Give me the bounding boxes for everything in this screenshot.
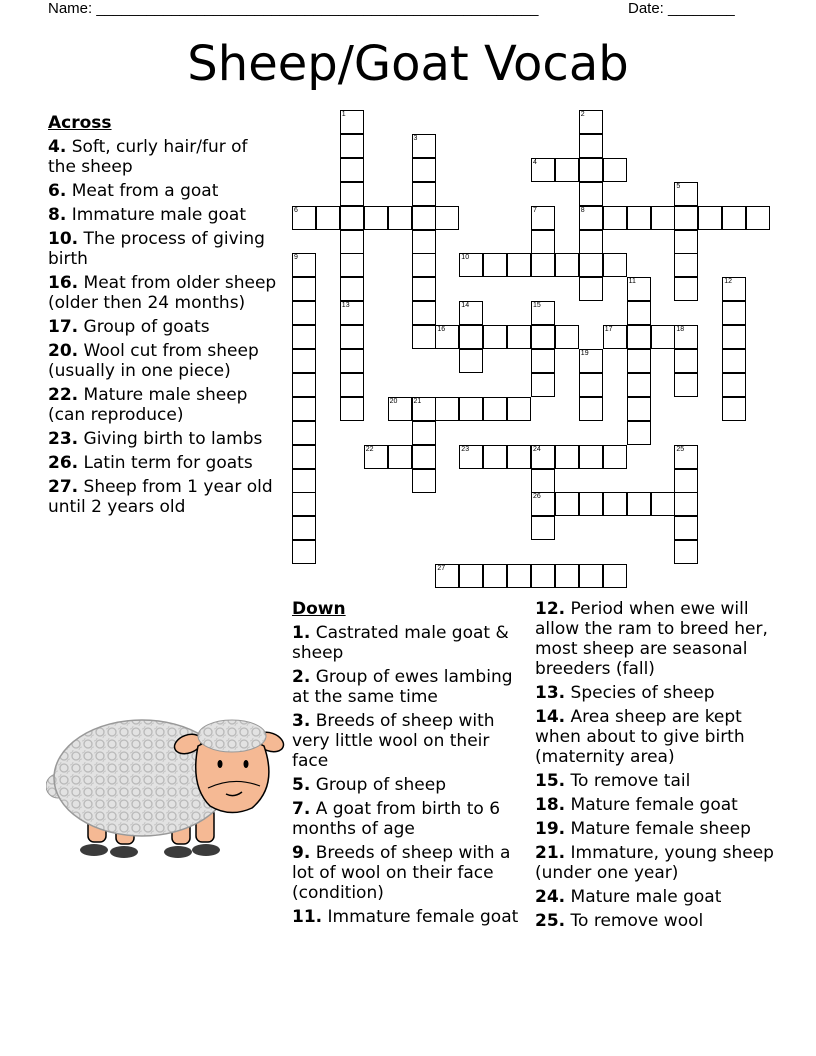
grid-cell[interactable] bbox=[531, 564, 555, 588]
clue-text: To remove tail bbox=[570, 771, 691, 791]
grid-cell[interactable] bbox=[579, 230, 603, 254]
date-line[interactable]: ________ bbox=[668, 0, 735, 17]
grid-cell[interactable] bbox=[292, 397, 316, 421]
grid-cell[interactable] bbox=[340, 277, 364, 301]
clue-number: 20. bbox=[48, 341, 79, 361]
clue-number: 17. bbox=[48, 317, 79, 337]
clue-item bbox=[535, 795, 775, 815]
clue-text: Soft, curly hair/fur of the sheep bbox=[48, 137, 248, 177]
grid-cell[interactable] bbox=[603, 158, 627, 182]
grid-cell[interactable] bbox=[651, 325, 675, 349]
grid-cell[interactable] bbox=[292, 421, 316, 445]
grid-cell[interactable] bbox=[292, 325, 316, 349]
clue-item bbox=[292, 843, 528, 903]
grid-cell[interactable] bbox=[340, 134, 364, 158]
grid-cell[interactable] bbox=[627, 301, 651, 325]
cell-number: 16 bbox=[437, 326, 446, 334]
cell-number: 11 bbox=[628, 278, 636, 286]
grid-cell[interactable] bbox=[674, 325, 698, 349]
grid-cell[interactable] bbox=[531, 445, 555, 469]
grid-cell[interactable] bbox=[531, 230, 555, 254]
grid-cell[interactable] bbox=[483, 253, 507, 277]
grid-cell[interactable] bbox=[340, 158, 364, 182]
grid-cell[interactable] bbox=[292, 445, 316, 469]
grid-cell[interactable] bbox=[722, 349, 746, 373]
grid-cell[interactable] bbox=[627, 373, 651, 397]
sheep-illustration bbox=[46, 690, 286, 860]
grid-cell[interactable] bbox=[364, 445, 388, 469]
grid-cell[interactable] bbox=[579, 158, 603, 182]
grid-cell[interactable] bbox=[531, 349, 555, 373]
grid-cell[interactable] bbox=[555, 445, 579, 469]
grid-cell[interactable] bbox=[674, 206, 698, 230]
clue-number: 23. bbox=[48, 429, 79, 449]
grid-cell[interactable] bbox=[627, 397, 651, 421]
cell-number: 23 bbox=[461, 445, 470, 453]
grid-cell[interactable] bbox=[674, 445, 698, 469]
grid-cell[interactable] bbox=[722, 325, 746, 349]
grid-cell[interactable] bbox=[412, 445, 436, 469]
grid-cell[interactable] bbox=[412, 158, 436, 182]
grid-cell[interactable] bbox=[483, 445, 507, 469]
clue-number: 16. bbox=[48, 273, 79, 293]
clue-number: 4. bbox=[48, 137, 67, 157]
grid-cell[interactable] bbox=[412, 397, 436, 421]
grid-cell[interactable] bbox=[412, 301, 436, 325]
cell-number: 5 bbox=[676, 182, 681, 190]
clue-number: 21. bbox=[535, 843, 566, 863]
grid-cell[interactable] bbox=[459, 253, 483, 277]
grid-cell[interactable] bbox=[746, 206, 770, 230]
clue-number: 24. bbox=[535, 887, 566, 907]
clue-item bbox=[535, 887, 775, 907]
grid-cell[interactable] bbox=[531, 253, 555, 277]
grid-cell[interactable] bbox=[579, 397, 603, 421]
grid-cell[interactable] bbox=[316, 206, 340, 230]
grid-cell[interactable] bbox=[435, 397, 459, 421]
cell-number: 15 bbox=[533, 302, 541, 310]
grid-cell[interactable] bbox=[531, 158, 555, 182]
grid-cell[interactable] bbox=[459, 445, 483, 469]
grid-cell[interactable] bbox=[292, 277, 316, 301]
clue-item bbox=[48, 205, 280, 225]
down-clues-col2 bbox=[535, 599, 775, 935]
grid-cell[interactable] bbox=[412, 325, 436, 349]
cell-number: 22 bbox=[365, 445, 374, 453]
grid-cell[interactable] bbox=[579, 110, 603, 134]
cell-number: 2 bbox=[580, 111, 585, 118]
cell-number: 18 bbox=[676, 326, 685, 334]
grid-cell[interactable] bbox=[531, 492, 555, 516]
grid-cell[interactable] bbox=[531, 373, 555, 397]
clue-item bbox=[292, 799, 528, 839]
grid-cell[interactable] bbox=[674, 277, 698, 301]
down-heading: Down bbox=[292, 599, 346, 619]
grid-cell[interactable] bbox=[507, 564, 531, 588]
grid-cell[interactable] bbox=[627, 277, 651, 301]
grid-cell[interactable] bbox=[459, 564, 483, 588]
clue-text: A goat from birth to 6 months of age bbox=[292, 799, 501, 839]
clue-item bbox=[292, 907, 528, 927]
grid-cell[interactable] bbox=[674, 469, 698, 493]
grid-cell[interactable] bbox=[412, 206, 436, 230]
grid-cell[interactable] bbox=[412, 469, 436, 493]
grid-cell[interactable] bbox=[340, 206, 364, 230]
clue-item bbox=[48, 341, 280, 381]
grid-cell[interactable] bbox=[292, 540, 316, 564]
clue-number: 22. bbox=[48, 385, 79, 405]
grid-cell[interactable] bbox=[388, 445, 412, 469]
grid-cell[interactable] bbox=[674, 373, 698, 397]
clue-number: 18. bbox=[535, 795, 566, 815]
grid-cell[interactable] bbox=[483, 325, 507, 349]
clue-text: Meat from a goat bbox=[71, 181, 219, 201]
grid-cell[interactable] bbox=[579, 277, 603, 301]
clue-item bbox=[48, 181, 280, 201]
cell-number: 9 bbox=[294, 254, 298, 262]
cell-number: 17 bbox=[604, 326, 613, 334]
grid-cell[interactable] bbox=[531, 206, 555, 230]
grid-cell[interactable] bbox=[674, 349, 698, 373]
clue-text: Mature male sheep (can reproduce) bbox=[48, 385, 248, 425]
clue-text: Group of sheep bbox=[315, 775, 446, 795]
clue-text: Group of goats bbox=[83, 317, 210, 337]
grid-cell[interactable] bbox=[674, 492, 698, 516]
name-label: Name: bbox=[48, 0, 93, 17]
grid-cell[interactable] bbox=[531, 469, 555, 493]
grid-cell[interactable] bbox=[412, 182, 436, 206]
grid-cell[interactable] bbox=[674, 230, 698, 254]
grid-cell[interactable] bbox=[674, 182, 698, 206]
cell-number: 14 bbox=[461, 302, 470, 310]
grid-cell[interactable] bbox=[412, 253, 436, 277]
clue-number: 10. bbox=[48, 229, 79, 249]
grid-cell[interactable] bbox=[340, 325, 364, 349]
cell-number: 25 bbox=[676, 445, 685, 453]
clue-item bbox=[535, 771, 775, 791]
clue-number: 8. bbox=[48, 205, 67, 225]
cell-number: 1 bbox=[341, 111, 346, 118]
grid-cell[interactable] bbox=[340, 230, 364, 254]
clue-text: Latin term for goats bbox=[83, 453, 253, 473]
grid-cell[interactable] bbox=[627, 421, 651, 445]
grid-cell[interactable] bbox=[651, 492, 675, 516]
grid-cell[interactable] bbox=[603, 206, 627, 230]
cell-number: 13 bbox=[341, 302, 350, 310]
grid-cell[interactable] bbox=[579, 564, 603, 588]
grid-cell[interactable] bbox=[435, 564, 459, 588]
clue-number: 3. bbox=[292, 711, 311, 731]
clue-text: Castrated male goat & sheep bbox=[292, 623, 509, 663]
down-clues-col1 bbox=[292, 599, 528, 931]
clue-text: Mature female sheep bbox=[570, 819, 751, 839]
grid-cell[interactable] bbox=[627, 325, 651, 349]
name-line[interactable]: _____________________________________________________ bbox=[96, 0, 539, 17]
clue-item bbox=[48, 477, 280, 517]
grid-cell[interactable] bbox=[722, 397, 746, 421]
grid-cell[interactable] bbox=[435, 325, 459, 349]
grid-cell[interactable] bbox=[579, 373, 603, 397]
grid-cell[interactable] bbox=[555, 325, 579, 349]
grid-cell[interactable] bbox=[698, 206, 722, 230]
grid-cell[interactable] bbox=[579, 349, 603, 373]
grid-cell[interactable] bbox=[674, 540, 698, 564]
grid-cell[interactable] bbox=[483, 564, 507, 588]
grid-cell[interactable] bbox=[603, 492, 627, 516]
clue-text: Immature female goat bbox=[327, 907, 519, 927]
clue-item bbox=[48, 385, 280, 425]
cell-number: 4 bbox=[533, 158, 537, 166]
clue-number: 13. bbox=[535, 683, 566, 703]
clue-number: 7. bbox=[292, 799, 311, 819]
clue-text: Area sheep are kept when about to give birth (maternity area) bbox=[535, 707, 745, 767]
grid-cell[interactable] bbox=[340, 301, 364, 325]
cell-number: 26 bbox=[533, 493, 541, 501]
grid-cell[interactable] bbox=[579, 134, 603, 158]
cell-number: 10 bbox=[461, 254, 470, 262]
cell-number: 3 bbox=[413, 134, 418, 142]
grid-cell[interactable] bbox=[603, 445, 627, 469]
grid-cell[interactable] bbox=[340, 110, 364, 134]
grid-cell[interactable] bbox=[627, 206, 651, 230]
clue-item bbox=[535, 911, 775, 931]
grid-cell[interactable] bbox=[412, 421, 436, 445]
grid-cell[interactable] bbox=[388, 206, 412, 230]
clue-text: The process of giving birth bbox=[48, 229, 265, 269]
clue-text: Breeds of sheep with a lot of wool on their face (condition) bbox=[292, 843, 511, 903]
grid-cell[interactable] bbox=[340, 373, 364, 397]
clue-text: Immature, young sheep (under one year) bbox=[535, 843, 774, 883]
date-field[interactable] bbox=[628, 0, 735, 17]
grid-cell[interactable] bbox=[459, 325, 483, 349]
clue-number: 19. bbox=[535, 819, 566, 839]
across-heading: Across bbox=[48, 113, 112, 133]
clue-item bbox=[292, 667, 528, 707]
grid-cell[interactable] bbox=[579, 253, 603, 277]
grid-cell[interactable] bbox=[507, 325, 531, 349]
grid-cell[interactable] bbox=[531, 516, 555, 540]
grid-cell[interactable] bbox=[507, 397, 531, 421]
grid-cell[interactable] bbox=[459, 301, 483, 325]
cell-number: 7 bbox=[533, 206, 537, 214]
grid-cell[interactable] bbox=[292, 349, 316, 373]
grid-cell[interactable] bbox=[722, 206, 746, 230]
page-title: Sheep/Goat Vocab bbox=[187, 36, 629, 92]
grid-cell[interactable] bbox=[722, 301, 746, 325]
clue-item bbox=[48, 429, 280, 449]
grid-cell[interactable] bbox=[340, 182, 364, 206]
grid-cell[interactable] bbox=[531, 301, 555, 325]
clue-text: Species of sheep bbox=[570, 683, 715, 703]
grid-cell[interactable] bbox=[292, 492, 316, 516]
grid-cell[interactable] bbox=[364, 206, 388, 230]
grid-cell[interactable] bbox=[507, 445, 531, 469]
grid-cell[interactable] bbox=[340, 349, 364, 373]
grid-cell[interactable] bbox=[292, 253, 316, 277]
cell-number: 24 bbox=[533, 445, 541, 453]
grid-cell[interactable] bbox=[388, 397, 412, 421]
clue-number: 11. bbox=[292, 907, 323, 927]
grid-cell[interactable] bbox=[603, 325, 627, 349]
grid-cell[interactable] bbox=[459, 349, 483, 373]
grid-cell[interactable] bbox=[579, 182, 603, 206]
clue-item bbox=[48, 317, 280, 337]
grid-cell[interactable] bbox=[579, 206, 603, 230]
cell-number: 12 bbox=[724, 278, 732, 286]
grid-cell[interactable] bbox=[435, 206, 459, 230]
clue-text: Group of ewes lambing at the same time bbox=[292, 667, 513, 707]
grid-cell[interactable] bbox=[627, 349, 651, 373]
grid-cell[interactable] bbox=[674, 516, 698, 540]
grid-cell[interactable] bbox=[412, 230, 436, 254]
clue-number: 1. bbox=[292, 623, 311, 643]
clue-item bbox=[48, 137, 280, 177]
grid-cell[interactable] bbox=[722, 373, 746, 397]
across-clues bbox=[48, 113, 280, 521]
grid-cell[interactable] bbox=[340, 397, 364, 421]
grid-cell[interactable] bbox=[459, 397, 483, 421]
date-label: Date: bbox=[628, 0, 664, 17]
clue-item bbox=[292, 623, 528, 663]
clue-text: Mature male goat bbox=[570, 887, 722, 907]
cell-number: 19 bbox=[580, 350, 589, 357]
clue-text: Sheep from 1 year old until 2 years old bbox=[48, 477, 273, 517]
grid-cell[interactable] bbox=[603, 253, 627, 277]
clue-number: 26. bbox=[48, 453, 79, 473]
clue-item bbox=[535, 819, 775, 839]
grid-cell[interactable] bbox=[651, 206, 675, 230]
clue-item bbox=[48, 453, 280, 473]
clue-number: 27. bbox=[48, 477, 79, 497]
clue-item bbox=[292, 775, 528, 795]
clue-item bbox=[535, 843, 775, 883]
grid-cell[interactable] bbox=[292, 469, 316, 493]
grid-cell[interactable] bbox=[292, 373, 316, 397]
clue-text: Mature female goat bbox=[570, 795, 738, 815]
clue-number: 5. bbox=[292, 775, 311, 795]
cell-number: 21 bbox=[413, 397, 422, 405]
cell-number: 6 bbox=[294, 206, 298, 214]
grid-cell[interactable] bbox=[579, 445, 603, 469]
grid-cell[interactable] bbox=[555, 492, 579, 516]
clue-number: 2. bbox=[292, 667, 311, 687]
grid-cell[interactable] bbox=[627, 492, 651, 516]
grid-cell[interactable] bbox=[555, 253, 579, 277]
clue-item bbox=[535, 599, 775, 679]
clue-item bbox=[48, 229, 280, 269]
clue-number: 12. bbox=[535, 599, 566, 619]
clue-number: 9. bbox=[292, 843, 311, 863]
cell-number: 20 bbox=[389, 397, 398, 405]
grid-cell[interactable] bbox=[579, 492, 603, 516]
clue-number: 14. bbox=[535, 707, 566, 727]
cell-number: 8 bbox=[580, 206, 585, 214]
clue-item bbox=[292, 711, 528, 771]
grid-cell[interactable] bbox=[412, 277, 436, 301]
grid-cell[interactable] bbox=[722, 277, 746, 301]
clue-number: 6. bbox=[48, 181, 67, 201]
clue-number: 15. bbox=[535, 771, 566, 791]
clue-text: Wool cut from sheep (usually in one piece) bbox=[48, 341, 259, 381]
grid-cell[interactable] bbox=[531, 325, 555, 349]
grid-cell[interactable] bbox=[603, 564, 627, 588]
clue-text: Meat from older sheep (older then 24 months) bbox=[48, 273, 277, 313]
clue-text: Giving birth to lambs bbox=[83, 429, 263, 449]
clue-text: Immature male goat bbox=[71, 205, 247, 225]
grid-cell[interactable] bbox=[340, 253, 364, 277]
clue-text: To remove wool bbox=[570, 911, 704, 931]
clue-text: Period when ewe will allow the ram to breed her, most sheep are seasonal breeders (fall) bbox=[535, 599, 768, 679]
grid-cell[interactable] bbox=[674, 253, 698, 277]
cell-number: 27 bbox=[437, 565, 446, 573]
grid-cell[interactable] bbox=[412, 134, 436, 158]
grid-cell[interactable] bbox=[292, 301, 316, 325]
grid-cell[interactable] bbox=[555, 564, 579, 588]
grid-cell[interactable] bbox=[483, 397, 507, 421]
name-field[interactable] bbox=[48, 0, 539, 17]
clue-number: 25. bbox=[535, 911, 566, 931]
clue-text: Breeds of sheep with very little wool on their face bbox=[292, 711, 495, 771]
clue-item bbox=[535, 707, 775, 767]
clue-item bbox=[48, 273, 280, 313]
grid-cell[interactable] bbox=[507, 253, 531, 277]
grid-cell[interactable] bbox=[555, 158, 579, 182]
clue-item bbox=[535, 683, 775, 703]
grid-cell[interactable] bbox=[292, 516, 316, 540]
grid-cell[interactable] bbox=[292, 206, 316, 230]
